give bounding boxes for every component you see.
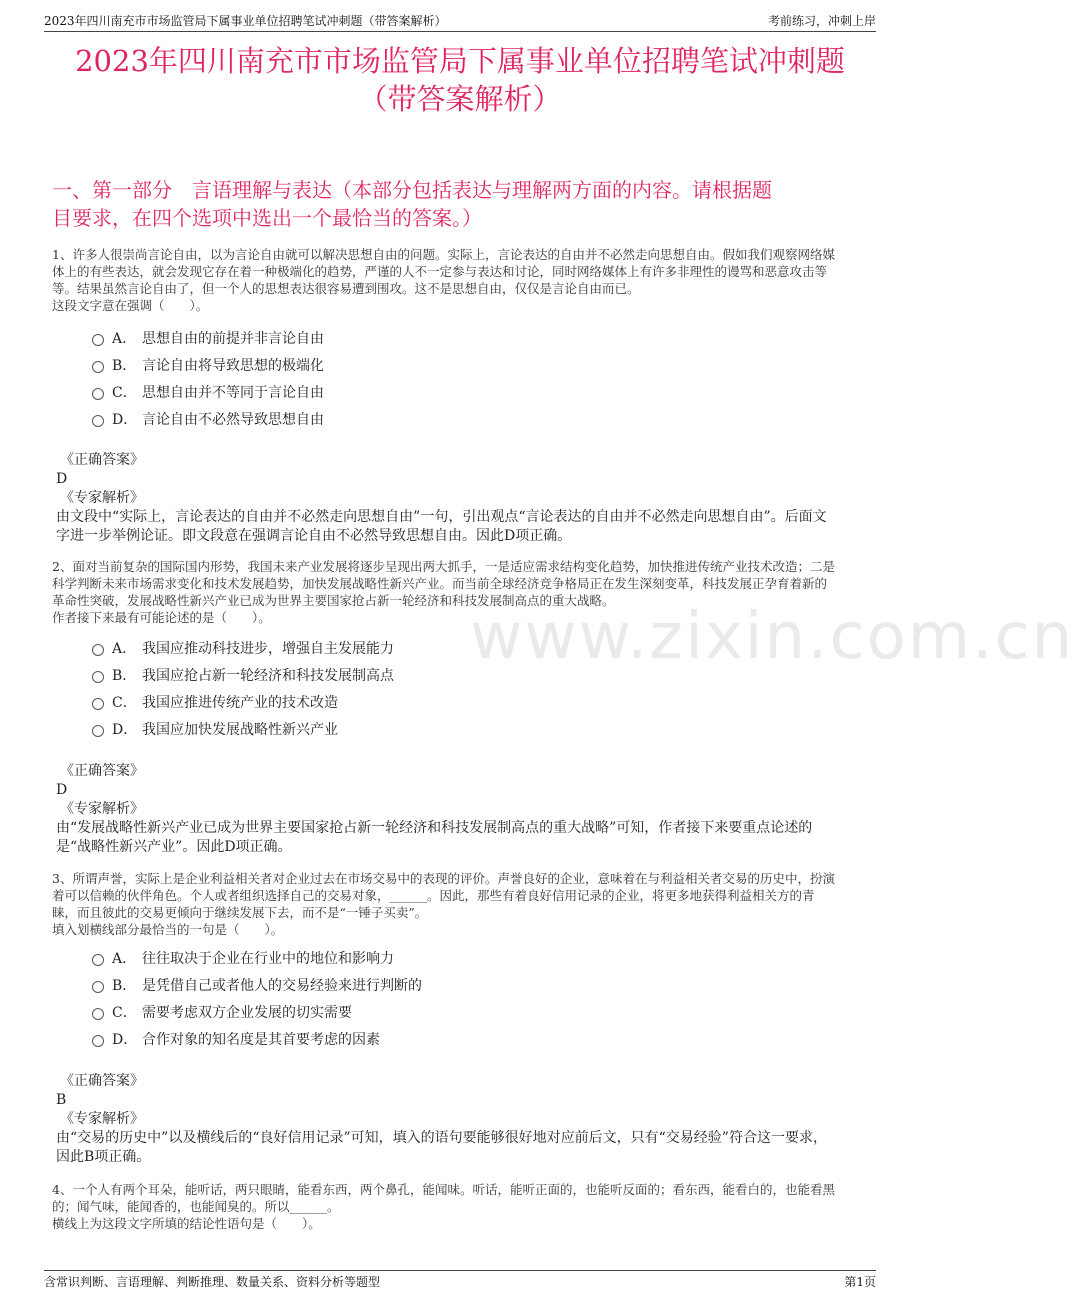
answer-label: 《正确答案》 bbox=[60, 452, 144, 468]
stem-line: 革命性突破，发展战略性新兴产业已成为世界主要国家抢占新一轮经济和科技发展制高点的重大战略。 bbox=[52, 593, 615, 608]
question-2-stem bbox=[52, 558, 864, 626]
radio-icon[interactable] bbox=[92, 388, 104, 400]
question-3-options bbox=[92, 944, 422, 1052]
radio-icon[interactable] bbox=[92, 361, 104, 373]
radio-icon[interactable] bbox=[92, 1008, 104, 1020]
section-heading bbox=[52, 176, 864, 232]
option-a[interactable]: A． 往往取决于企业在行业中的地位和影响力 bbox=[92, 944, 422, 971]
analysis-line: 由“发展战略性新兴产业已成为世界主要国家抢占新一轮经济和科技发展制高点的重大战略”可知，作者接下来要重点论述的 bbox=[56, 820, 813, 836]
answer-value: B bbox=[56, 1092, 67, 1108]
answer-value: D bbox=[56, 782, 68, 798]
page-header bbox=[44, 12, 876, 32]
question-2-answer bbox=[56, 762, 868, 857]
option-a[interactable]: A． 我国应推动科技进步，增强自主发展能力 bbox=[92, 634, 394, 661]
question-4-stem bbox=[52, 1181, 864, 1232]
stem-line: 横线上为这段文字所填的结论性语句是（ ）。 bbox=[52, 1216, 321, 1231]
stem-line: 3、所谓声誉，实际上是企业利益相关者对企业过去在市场交易中的表现的评价。声誉良好的企业，意味着在与利益相关者交易的历史中，扮演 bbox=[52, 871, 835, 886]
question-3-stem bbox=[52, 870, 864, 938]
option-d[interactable]: D． 言论自由不必然导致思想自由 bbox=[92, 405, 324, 432]
option-b[interactable]: B． 是凭借自己或者他人的交易经验来进行判断的 bbox=[92, 971, 422, 998]
answer-value: D bbox=[56, 471, 68, 487]
option-b[interactable]: B． 言论自由将导致思想的极端化 bbox=[92, 351, 324, 378]
stem-line: 1、许多人很崇尚言论自由，以为言论自由就可以解决思想自由的问题。实际上，言论表达的自由并不必然走向思想自由。假如我们观察网络媒 bbox=[52, 247, 835, 262]
title-line-2: （带答案解析） bbox=[358, 82, 562, 116]
stem-line: 睐，而且彼此的交易更倾向于继续发展下去，而不是“一锤子买卖”。 bbox=[52, 905, 428, 920]
header-doc-title: 2023年四川南充市市场监管局下属事业单位招聘笔试冲刺题（带答案解析） bbox=[44, 14, 447, 28]
stem-line: 等。结果虽然言论自由了，但一个人的思想表达很容易遭到围攻。这不是思想自由，仅仅是言论自由而已。 bbox=[52, 281, 640, 296]
option-b[interactable]: B． 我国应抢占新一轮经济和科技发展制高点 bbox=[92, 661, 394, 688]
radio-icon[interactable] bbox=[92, 981, 104, 993]
section-heading-line-1: 一、第一部分 言语理解与表达（本部分包括表达与理解两方面的内容。请根据题 bbox=[52, 178, 772, 202]
radio-icon[interactable] bbox=[92, 671, 104, 683]
analysis-line: 字进一步举例论证。即文段意在强调言论自由不必然导致思想自由。因此D项正确。 bbox=[56, 528, 572, 544]
stem-line: 2、面对当前复杂的国际国内形势，我国未来产业发展将逐步呈现出两大抓手，一是适应需求结构变化趋势，加快推进传统产业技术改造；二是 bbox=[52, 559, 835, 574]
option-d[interactable]: D． 合作对象的知名度是其首要考虑的因素 bbox=[92, 1025, 422, 1052]
stem-line: 这段文字意在强调（ ）。 bbox=[52, 298, 209, 313]
section-heading-line-2: 目要求，在四个选项中选出一个最恰当的答案。） bbox=[52, 206, 482, 230]
header-slogan: 考前练习，冲刺上岸 bbox=[767, 14, 876, 28]
option-c[interactable]: C． 我国应推进传统产业的技术改造 bbox=[92, 688, 394, 715]
stem-line: 的；闻气味，能闻香的，也能闻臭的。所以______。 bbox=[52, 1199, 340, 1214]
option-c[interactable]: C． 需要考虑双方企业发展的切实需要 bbox=[92, 998, 422, 1025]
question-2-options bbox=[92, 634, 394, 742]
footer-topics: 含常识判断、言语理解、判断推理、数量关系、资料分析等题型 bbox=[44, 1275, 381, 1289]
stem-line: 着可以信赖的伙伴角色。个人或者组织选择自己的交易对象，______。因此，那些有着良好信用记录的企业，将更多地获得利益相关方的青 bbox=[52, 888, 815, 903]
stem-line: 4、一个人有两个耳朵，能听话，两只眼睛，能看东西，两个鼻孔，能闻味。听话，能听正面的，也能听反面的；看东西，能看白的，也能看黑 bbox=[52, 1182, 835, 1197]
option-a[interactable]: A． 思想自由的前提并非言论自由 bbox=[92, 324, 324, 351]
watermark: www.zixin.com.cn bbox=[470, 600, 1074, 674]
radio-icon[interactable] bbox=[92, 644, 104, 656]
radio-icon[interactable] bbox=[92, 954, 104, 966]
answer-label: 《正确答案》 bbox=[60, 1073, 144, 1089]
page-footer bbox=[44, 1270, 876, 1288]
stem-line: 作者接下来最有可能论述的是（ ）。 bbox=[52, 610, 271, 625]
analysis-line: 由“交易的历史中”以及横线后的“良好信用记录”可知，填入的语句要能够很好地对应前后文，只有“交易经验”符合这一要求， bbox=[56, 1130, 827, 1146]
radio-icon[interactable] bbox=[92, 415, 104, 427]
radio-icon[interactable] bbox=[92, 725, 104, 737]
radio-icon[interactable] bbox=[92, 1035, 104, 1047]
analysis-line: 由文段中“实际上，言论表达的自由并不必然走向思想自由”一句，引出观点“言论表达的自由并不必然走向思想自由”。后面文 bbox=[56, 509, 827, 525]
option-c[interactable]: C． 思想自由并不等同于言论自由 bbox=[92, 378, 324, 405]
question-1-options bbox=[92, 324, 324, 432]
page-number: 第1页 bbox=[844, 1275, 876, 1289]
analysis-label: 《专家解析》 bbox=[60, 801, 144, 817]
question-1-stem bbox=[52, 246, 864, 314]
stem-line: 填入划横线部分最恰当的一句是（ ）。 bbox=[52, 922, 284, 937]
radio-icon[interactable] bbox=[92, 698, 104, 710]
analysis-label: 《专家解析》 bbox=[60, 490, 144, 506]
stem-line: 体上的有些表达，就会发现它存在着一种极端化的趋势，严谨的人不一定参与表达和讨论，同时网络媒体上有许多非理性的谩骂和恶意攻击等 bbox=[52, 264, 828, 279]
option-d[interactable]: D． 我国应加快发展战略性新兴产业 bbox=[92, 715, 394, 742]
title-line-1: 2023年四川南充市市场监管局下属事业单位招聘笔试冲刺题 bbox=[75, 44, 845, 78]
question-3-answer bbox=[56, 1072, 868, 1167]
analysis-label: 《专家解析》 bbox=[60, 1111, 144, 1127]
answer-label: 《正确答案》 bbox=[60, 763, 144, 779]
document-title bbox=[40, 42, 880, 118]
question-1-answer bbox=[56, 451, 868, 546]
stem-line: 科学判断未来市场需求变化和技术发展趋势，加快发展战略性新兴产业。而当前全球经济竞争格局正在发生深刻变革，科技发展正孕育着新的 bbox=[52, 576, 828, 591]
analysis-line: 是“战略性新兴产业”。因此D项正确。 bbox=[56, 839, 292, 855]
radio-icon[interactable] bbox=[92, 334, 104, 346]
analysis-line: 因此B项正确。 bbox=[56, 1149, 151, 1165]
